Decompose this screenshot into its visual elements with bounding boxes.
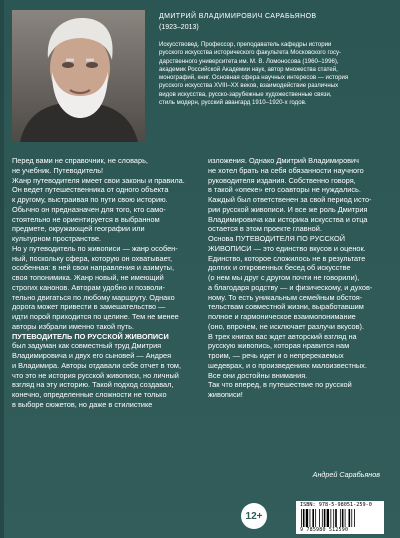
text-line: живописи! [208, 390, 243, 399]
right-text-column [208, 156, 388, 400]
text-line: Он ведет путешественника от одного объекта [12, 185, 169, 195]
cover-spine-edge [0, 0, 4, 538]
text-line: Владимировича и двух его сыновей — Андрея [12, 351, 172, 360]
text-line: изложения. Однако Дмитрий Владимирович [208, 156, 359, 165]
text-line: предмете, окружающей географии или [12, 224, 145, 234]
bio-line: русского искусства исторического факультета Московского госу- [159, 49, 342, 57]
text-line: ный, поскольку сфера, которую он охватывает, [12, 253, 173, 263]
text-line: дорога может привести в замешательство — [12, 302, 166, 312]
text-line: Жанр путеводителя имеет свои законы и правила. [12, 175, 185, 185]
isbn-label: ISBN: 978-5-98051-259-0 [300, 502, 372, 508]
text-line: и Владимира. Авторы отдавали себе отчет в том, [12, 360, 182, 370]
bio-line: академик Российской Академии наук, автор множества статей, [159, 65, 338, 73]
text-line: Основа ПУТЕВОДИТЕЛЯ ПО РУССКОЙ [208, 234, 346, 243]
text-line: ному. То есть уникальным семейным обстоя- [208, 292, 363, 302]
text-line: Единство, которое сложилось не в результате [208, 253, 366, 263]
text-line: тельствам совместной жизни, выработавшим [208, 302, 364, 312]
text-line: стоятельно не ориентируется в выбранном [12, 214, 160, 224]
barcode-digits: 9 785980 512590 [300, 527, 349, 533]
text-line: тельно двигаться по любому маршруту. Однако [12, 292, 175, 302]
text-line: а благодаря родству — и физическому, и духов- [208, 282, 373, 292]
text-line: полное и гармоническое взаимопонимание [208, 312, 356, 321]
author-bio-text [159, 41, 389, 107]
bio-line: видов искусства, русско-зарубежные художественные связи, [159, 90, 332, 98]
text-line: в такой «опеке» его соавторы не нуждались. [208, 185, 361, 195]
text-line: что это не история русской живописи, но личный [12, 370, 179, 380]
age-rating-badge: 12+ [241, 503, 267, 529]
author-years: (1923–2013) [159, 24, 199, 31]
signature: Андрей Сарабьянов [312, 470, 380, 479]
text-line: взгляд на эту историю. Такой подход создавал, [12, 380, 174, 390]
text-line: конечно, определенные сложности не только [12, 390, 167, 399]
text-line: (о нем мы друг с другом почти не говорили), [208, 273, 360, 282]
text-line: к другому, выстраивая по пути свою историю. [12, 195, 168, 204]
text-line: идти порой приходится по целине. Тем не менее [12, 312, 179, 321]
author-bio [159, 12, 389, 107]
text-line: Обычно он предназначен для того, кто само- [12, 204, 166, 214]
text-line: руководителя издания. Собственно говоря, [208, 175, 356, 185]
text-line: Каждый был ответственен за свой период исто- [208, 195, 372, 204]
text-line: был задуман как совместный труд Дмитрия [12, 341, 162, 351]
text-line: Все они достойны внимания. [208, 370, 308, 380]
text-line: долгих и откровенных бесед об искусстве [208, 263, 351, 273]
text-line: ЖИВОПИСИ — это единство вкусов и оценок. [208, 243, 366, 253]
left-text-column [12, 156, 194, 410]
text-line: троим, — речь идет и о непререкаемых [208, 351, 344, 360]
author-photo [12, 10, 145, 142]
text-line: особенная: в ней свои направления и азимуты, [12, 263, 174, 273]
text-line: остается в этом проекте главной. [208, 224, 322, 234]
text-line: русскую живопись, которая нравится нам [208, 341, 350, 351]
text-line: своя топонимика. Жанр новый, не имеющий [12, 273, 164, 282]
text-line: Так что вперед, в путешествие по русской [208, 380, 352, 390]
text-line: культурном пространстве. [12, 234, 102, 243]
text-line: ПУТЕВОДИТЕЛЬ ПО РУССКОЙ ЖИВОПИСИ [12, 331, 169, 341]
text-line: Перед вами не справочник, не словарь, [12, 156, 148, 165]
bio-line: монографий, книг. Основная сфера научных интересов — история [159, 74, 349, 82]
text-line: (оно, впрочем, не исключает разлучи вкусов). [208, 321, 365, 331]
barcode-icon [300, 509, 380, 527]
text-line: Владимировича как историка искусства и отца [208, 214, 368, 224]
bio-line: стиль модерн, русский авангард 1910–1920-х годов. [159, 99, 307, 107]
text-line: авторы избрали именно такой путь. [12, 321, 135, 331]
isbn-barcode [296, 501, 384, 534]
text-line: не учебник. Путеводитель! [12, 165, 104, 175]
bio-line: дарственного университета им. М. В. Ломоносова (1960–1996), [159, 57, 339, 65]
bio-line: Искусствовед. Профессор, преподаватель кафедры истории [159, 41, 332, 48]
text-line: в выборе сюжетов, но даже в стилистике [12, 399, 153, 409]
text-line: Но у путеводитель по живописи — жанр особен- [12, 243, 178, 253]
text-line: строгих канонов. Авторам удобно и позволи- [12, 282, 165, 292]
text-line: рии русской живописи. И все же роль Дмитрия [208, 204, 368, 214]
text-line: шедеврах, и о произведениях малоизвестных. [208, 360, 367, 370]
bio-line: русского искусства XVIII–XX веков, взаимодействие различных [159, 82, 339, 90]
text-line: В трех книгах вас ждет авторский взгляд на [208, 331, 357, 341]
text-line: не хотел брать на себя обязанности научного [208, 165, 364, 175]
author-name: ДМИТРИЙ ВЛАДИМИРОВИЧ САРАБЬЯНОВ [159, 13, 317, 20]
